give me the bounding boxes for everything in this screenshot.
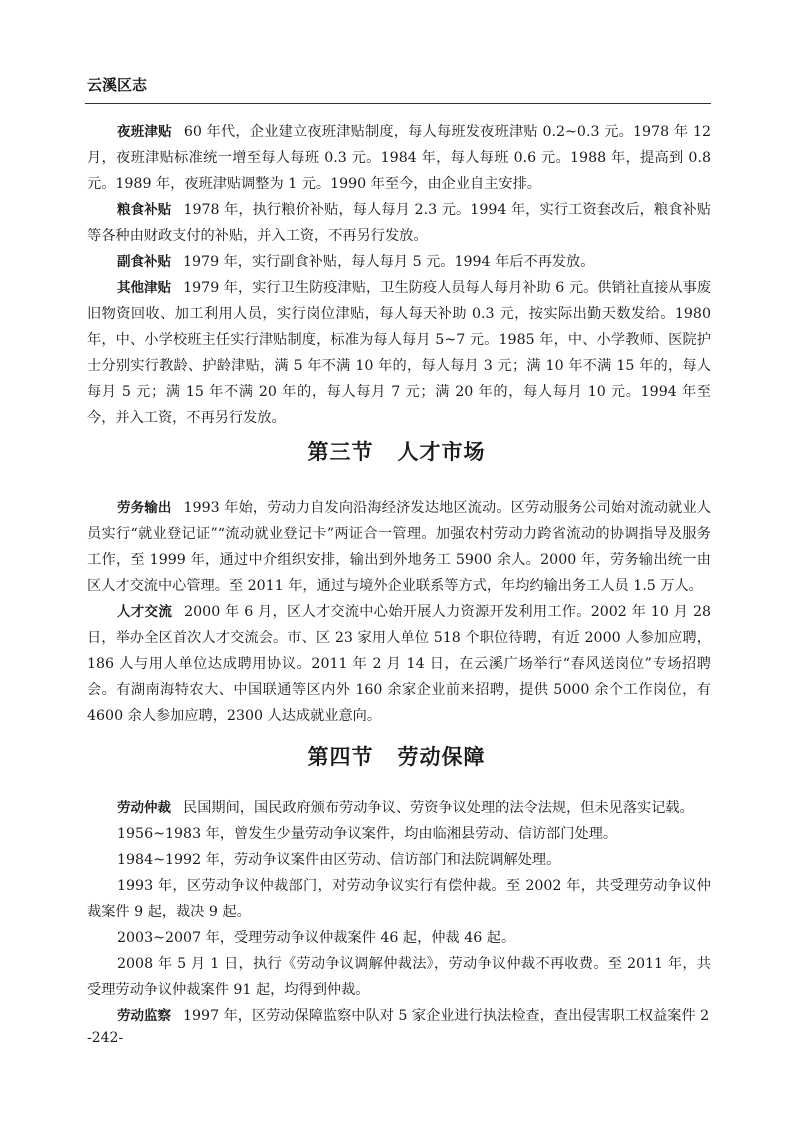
section-title: 人才市场 — [397, 440, 486, 464]
allowance-paragraphs — [87, 119, 711, 431]
paragraph — [87, 925, 711, 951]
paragraph-term: 副食补贴 — [117, 254, 171, 270]
paragraph — [87, 249, 711, 275]
section-title: 劳动保障 — [397, 745, 486, 769]
labor-protection-paragraphs — [87, 795, 711, 1029]
section-heading-3 — [0, 436, 793, 466]
paragraph-text: 1979 年，实行副食补贴，每人每月 5 元。1994 年后不再发放。 — [183, 254, 595, 270]
paragraph-text: 1956~1983 年，曾发生少量劳动争议案件，均由临湘县劳动、信访部门处理。 — [117, 826, 618, 842]
paragraph-text: 1984~1992 年，劳动争议案件由区劳动、信访部门和法院调解处理。 — [117, 852, 561, 868]
page-number: -242- — [87, 1030, 124, 1046]
paragraph-text: 60 年代，企业建立夜班津贴制度，每人每班发夜班津贴 0.2~0.3 元。1978 年 12 月，夜班津贴标准统一增至每人每班 0.3 元。1984 年，每人每班 0.6 元。1988 年，提高到 0.8 元。1989 年，夜班津贴调整为 1 元。1990 年至今，由企业自主安排。 — [87, 124, 711, 192]
paragraph-text: 2008 年 5 月 1 日，执行《劳动争议调解仲裁法》，劳动争议仲裁不再收费。至 2011 年，共受理劳动争议仲裁案件 91 起，均得到仲裁。 — [87, 956, 711, 998]
paragraph — [87, 275, 711, 431]
section-number: 第四节 — [307, 745, 374, 769]
paragraph-term: 其他津贴 — [117, 280, 172, 296]
paragraph-text: 2003~2007 年，受理劳动争议仲裁案件 46 起，仲裁 46 起。 — [117, 930, 516, 946]
paragraph — [87, 599, 711, 729]
paragraph — [87, 119, 711, 197]
paragraph-term: 夜班津贴 — [117, 124, 172, 140]
paragraph-term: 劳动监察 — [117, 1008, 171, 1024]
paragraph-term: 粮食补贴 — [117, 202, 172, 218]
paragraph — [87, 847, 711, 873]
paragraph-term: 人才交流 — [117, 604, 173, 620]
paragraph-text: 1978 年，执行粮价补贴，每人每月 2.3 元。1994 年，实行工资套改后，粮食补贴等各种由财政支付的补贴，并入工资，不再另行发放。 — [87, 202, 711, 244]
paragraph — [87, 873, 711, 925]
talent-market-paragraphs — [87, 495, 711, 729]
paragraph — [87, 951, 711, 1003]
paragraph — [87, 795, 711, 821]
paragraph-text: 1993 年始，劳动力自发向沿海经济发达地区流动。区劳动服务公司始对流动就业人员实行“就业登记证”“流动就业登记卡”两证合一管理。加强农村劳动力跨省流动的协调指导及服务工作，至 1999 年，通过中介组织安排，输出到外地务工 5900 余人。2000 年，劳务输出统一由区人才交流中心管理。至 2011 年，通过与境外企业联系等方式，年均约输出务工人员 1.5 万人。 — [87, 500, 711, 594]
paragraph — [87, 1003, 711, 1029]
paragraph-text: 民国期间，国民政府颁布劳动争议、劳资争议处理的法令法规，但未见落实记载。 — [183, 800, 694, 816]
section-number: 第三节 — [307, 440, 374, 464]
paragraph — [87, 197, 711, 249]
paragraph-text: 1993 年，区劳动争议仲裁部门，对劳动争议实行有偿仲裁。至 2002 年，共受理劳动争议仲裁案件 9 起，裁决 9 起。 — [87, 878, 711, 920]
section-heading-4 — [0, 741, 793, 771]
paragraph — [87, 495, 711, 599]
running-header-title: 云溪区志 — [87, 76, 148, 94]
header-rule — [85, 103, 711, 104]
paragraph-text: 1979 年，实行卫生防疫津贴，卫生防疫人员每人每月补助 6 元。供销社直接从事废旧物资回收、加工利用人员，实行岗位津贴，每人每天补助 0.3 元，按实际出勤天数发给。1980 年，中、小学校班主任实行津贴制度，标准为每人每月 5~7 元。1985 年，中、小学教师、医院护士分别实行教龄、护龄津贴，满 5 年不满 10 年的，每人每月 3 元；满 10 年不满 15 年的，每人每月 5 元；满 15 年不满 20 年的，每人每月 7 元；满 20 年的，每人每月 10 元。1994 年至今，并入工资，不再另行发放。 — [87, 280, 712, 426]
paragraph-term: 劳动仲裁 — [117, 800, 171, 816]
paragraph-text: 1997 年，区劳动保障监察中队对 5 家企业进行执法检查，查出侵害职工权益案件 2 — [183, 1008, 710, 1024]
paragraph-text: 2000 年 6 月，区人才交流中心始开展人力资源开发利用工作。2002 年 10 月 28 日，举办全区首次人才交流会。市、区 23 家用人单位 518 个职位待聘，有近 2000 人参加应聘，186 人与用人单位达成聘用协议。2011 年 2 月 14 日，在云溪广场举行“春风送岗位”专场招聘会。有湖南海特农大、中国联通等区内外 160 余家企业前来招聘，提供 5000 余个工作岗位，有 4600 余人参加应聘，2300 人达成就业意向。 — [87, 604, 711, 724]
paragraph-term: 劳务输出 — [117, 500, 172, 516]
paragraph — [87, 821, 711, 847]
